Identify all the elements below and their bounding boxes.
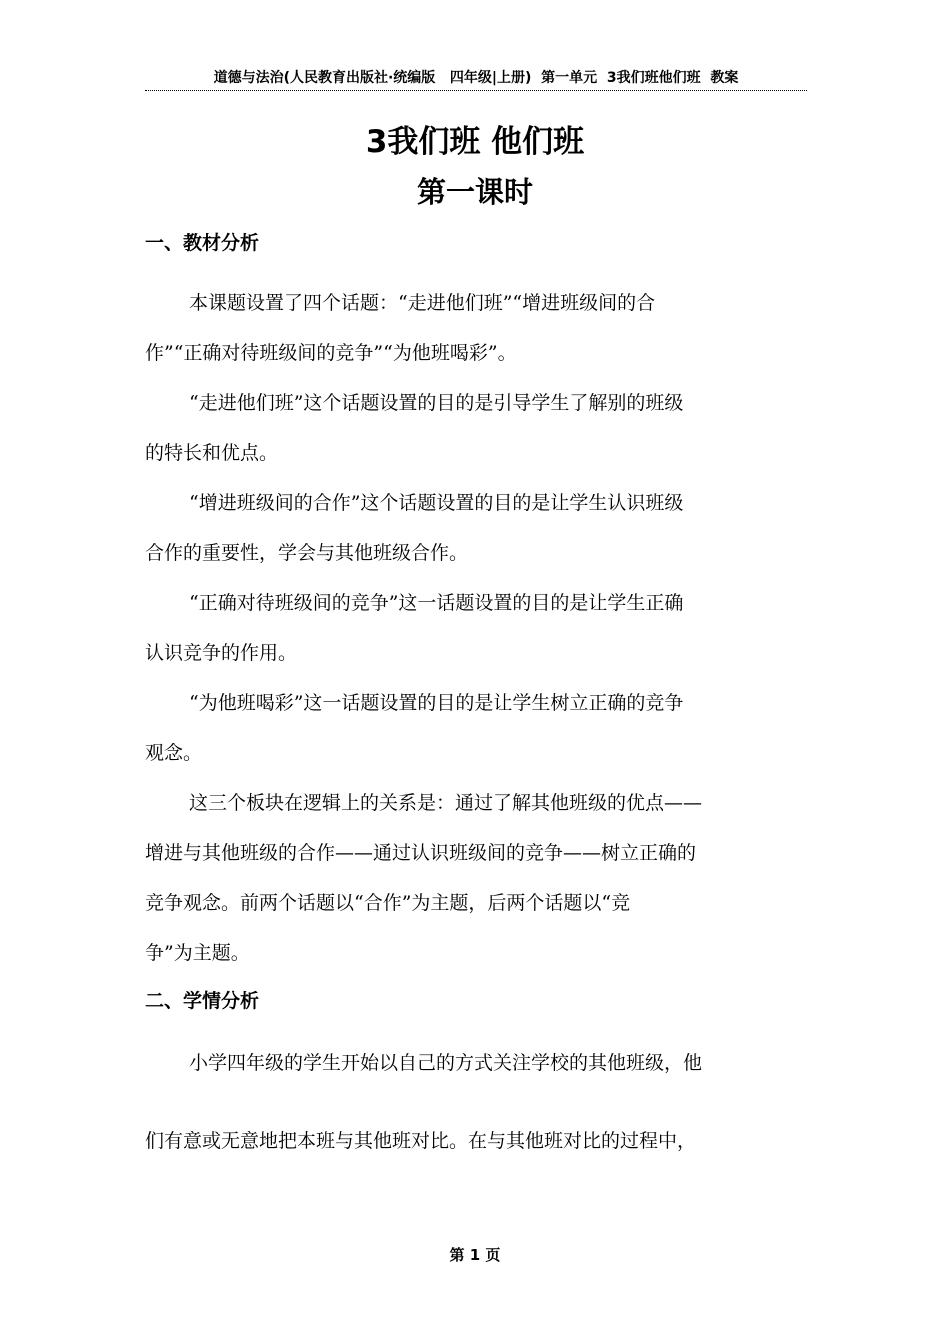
section-heading-student-analysis: 二、学情分析 — [145, 990, 260, 1012]
paragraph-line: 们有意或无意地把本班与其他班对比。在与其他班对比的过程中， — [145, 1130, 697, 1152]
page-header: 道德与法治(人民教育出版社·统编版 四年级|上册) 第一单元 3我们班他们班 教案 — [145, 68, 807, 91]
paragraph-line: 合作的重要性，学会与其他班级合作。 — [145, 542, 469, 564]
paragraph-line: 竞争观念。前两个话题以“合作”为主题，后两个话题以“竞 — [145, 892, 631, 914]
section-heading-textbook-analysis: 一、教材分析 — [145, 232, 260, 254]
paragraph-line: “增进班级间的合作”这个话题设置的目的是让学生认识班级 — [189, 492, 684, 514]
paragraph-line: 的特长和优点。 — [145, 442, 279, 464]
document-title: 3我们班 他们班 — [365, 124, 585, 160]
paragraph-line: “为他班喝彩”这一话题设置的目的是让学生树立正确的竞争 — [189, 692, 684, 714]
paragraph-line: 这三个板块在逻辑上的关系是：通过了解其他班级的优点—— — [189, 792, 703, 814]
paragraph-line: 增进与其他班级的合作——通过认识班级间的竞争——树立正确的 — [145, 842, 697, 864]
paragraph-line: 认识竞争的作用。 — [145, 642, 298, 664]
page-number: 第 1 页 — [449, 1246, 501, 1264]
paragraph-line: 本课题设置了四个话题：“走进他们班”“增进班级间的合 — [189, 292, 656, 314]
paragraph-line: 小学四年级的学生开始以自己的方式关注学校的其他班级，他 — [189, 1052, 703, 1074]
lesson-subtitle: 第一课时 — [416, 175, 533, 209]
paragraph-line: 观念。 — [145, 742, 203, 764]
paragraph-line: 争”为主题。 — [145, 942, 250, 964]
paragraph-line: 作”“正确对待班级间的竞争”“为他班喝彩”。 — [145, 342, 517, 364]
paragraph-line: “正确对待班级间的竞争”这一话题设置的目的是让学生正确 — [189, 592, 684, 614]
paragraph-line: “走进他们班”这个话题设置的目的是引导学生了解别的班级 — [189, 392, 684, 414]
